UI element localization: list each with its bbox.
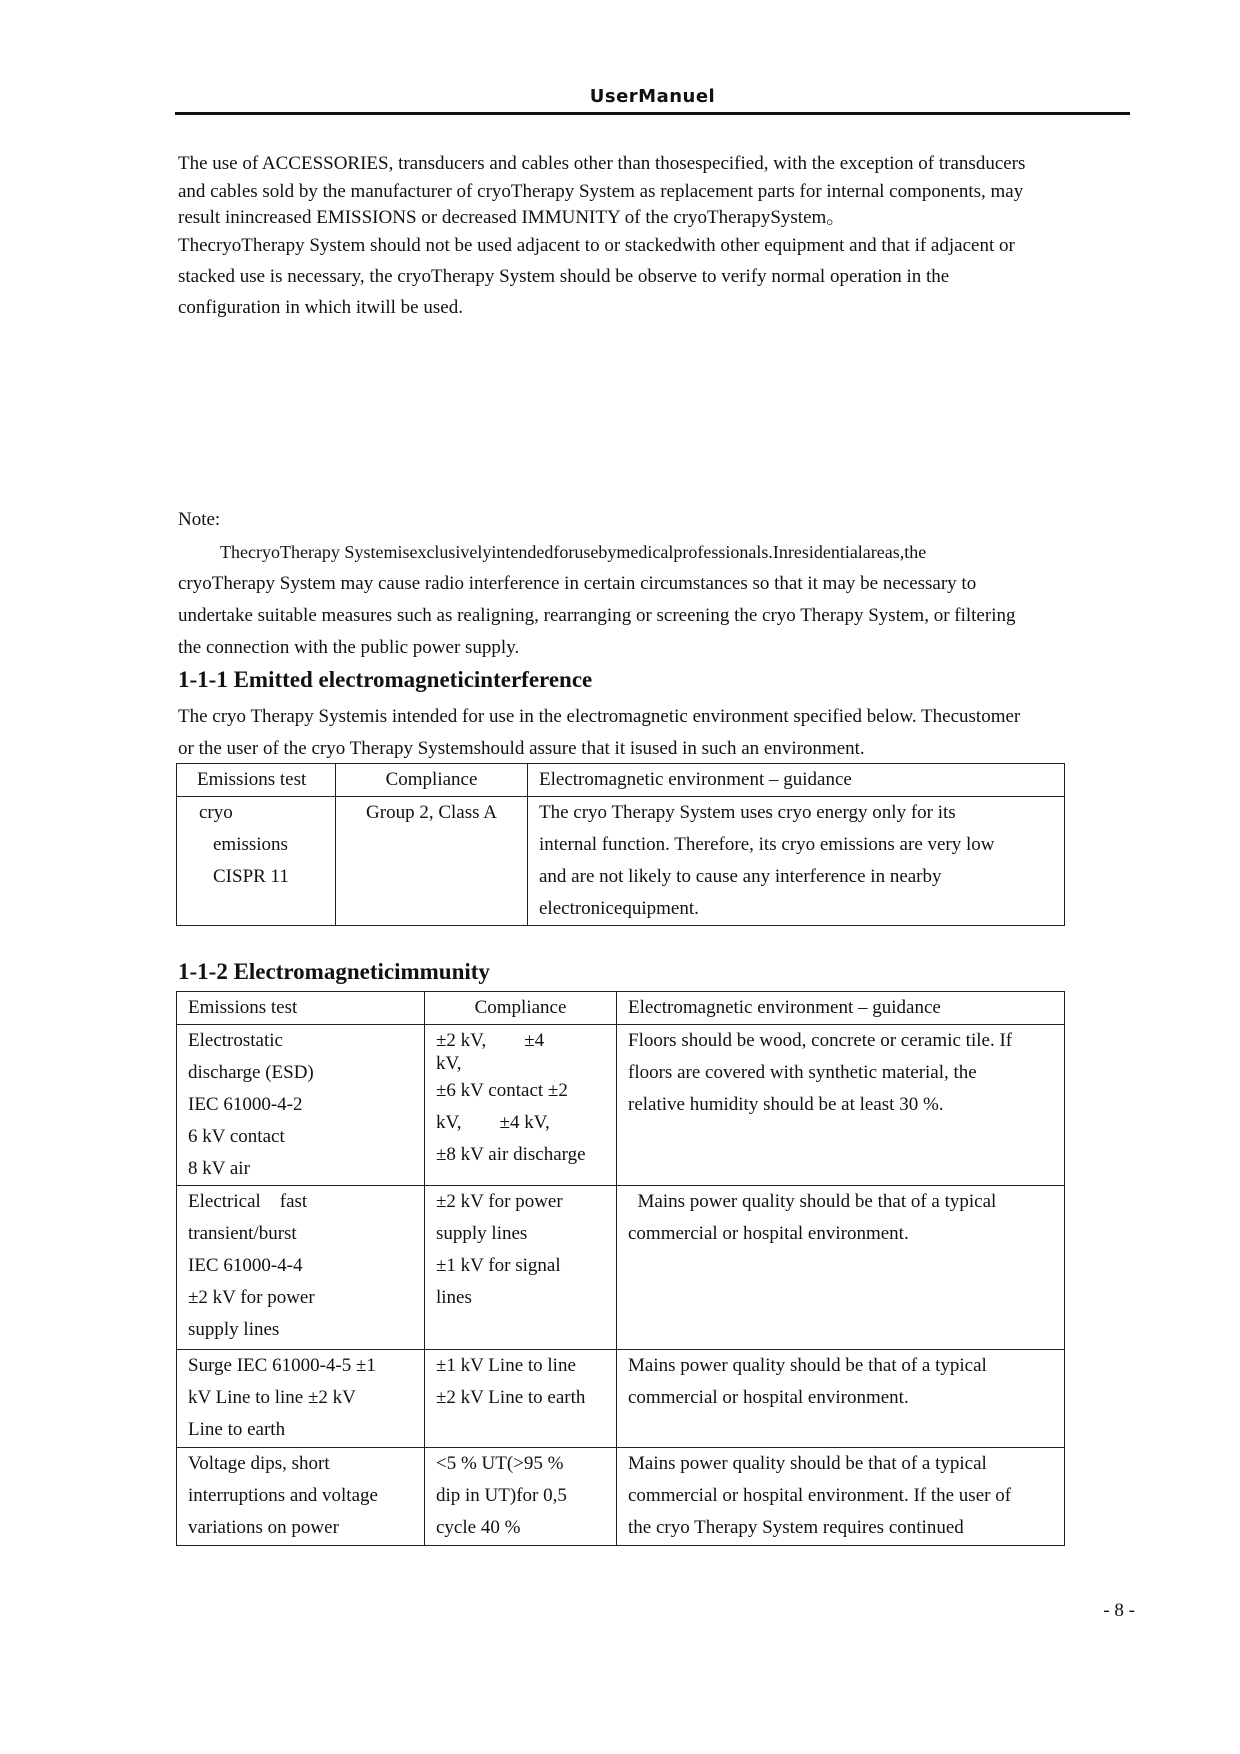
table-cell-guidance [617, 1448, 1065, 1546]
cell-line: lines [436, 1287, 472, 1308]
cell-line: cryo [199, 802, 233, 823]
cell-line: the cryo Therapy System requires continued [628, 1517, 964, 1538]
table-cell-guidance [617, 1186, 1065, 1350]
cell-line: IEC 61000-4-4 [188, 1255, 303, 1276]
table-cell-compliance [425, 1025, 617, 1186]
cell-line: kV Line to line ±2 kV [188, 1387, 356, 1408]
cell-line: commercial or hospital environment. [628, 1387, 909, 1408]
note-block [178, 504, 1015, 664]
cell-line: Surge IEC 61000-4-5 ±1 [188, 1355, 376, 1376]
page-header-title: UserManuel [589, 86, 716, 107]
table-header-cell: Emissions test [177, 764, 336, 797]
table-cell-test [177, 797, 336, 926]
cell-line: <5 % UT(>95 % [436, 1453, 564, 1474]
table-cell-test [177, 1350, 425, 1448]
table-header-cell: Electromagnetic environment – guidance [528, 764, 1065, 797]
table-cell-guidance [617, 1350, 1065, 1448]
table-row [177, 797, 1065, 926]
cell-line: Mains power quality should be that of a typical [628, 1355, 987, 1376]
section-heading-immunity: 1-1-2 Electromagneticimmunity [178, 959, 490, 984]
note-line: the connection with the public power supply. [178, 637, 520, 658]
table-row [177, 1025, 1065, 1186]
intro-paragraph [178, 148, 1025, 323]
cell-line: electronicequipment. [539, 898, 699, 919]
cell-line: dip in UT)for 0,5 [436, 1485, 567, 1506]
section1-line: or the user of the cryo Therapy Systemshould assure that it isused in such an environment. [178, 738, 865, 759]
table-header-cell: Emissions test [177, 992, 425, 1025]
intro-line: The use of ACCESSORIES, transducers and cables other than thosespecified, with the exception of transducers [178, 153, 1026, 174]
note-line: ThecryoTherapy Systemisexclusivelyintendedforusebymedicalprofessionals.Inresidentialareas,the [220, 542, 927, 562]
cell-line: ±8 kV air discharge [436, 1144, 586, 1165]
cell-line: kV, [436, 1053, 462, 1074]
cell-line: IEC 61000-4-2 [188, 1094, 303, 1115]
table-header-row [177, 764, 1065, 797]
cell-line: discharge (ESD) [188, 1062, 314, 1083]
table-cell-test [177, 1186, 425, 1350]
cell-line: ±1 kV for signal [436, 1255, 561, 1276]
table-row [177, 1186, 1065, 1350]
table-row [177, 1350, 1065, 1448]
cell-line: floors are covered with synthetic material, the [628, 1062, 977, 1083]
cell-line: Electrical fast [188, 1191, 308, 1212]
table-cell-guidance [528, 797, 1065, 926]
cell-line: commercial or hospital environment. [628, 1223, 909, 1244]
section-heading-emitted-interference: 1-1-1 Emitted electromagneticinterference [178, 667, 593, 692]
table-row [177, 1448, 1065, 1546]
immunity-table [176, 991, 1065, 1546]
table-header-row [177, 992, 1065, 1025]
cell-line: Mains power quality should be that of a typical [628, 1453, 987, 1474]
cell-line: CISPR 11 [213, 866, 289, 887]
table-cell-compliance [425, 1448, 617, 1546]
intro-line: configuration in which itwill be used. [178, 297, 463, 318]
note-line: undertake suitable measures such as realigning, rearranging or screening the cryo Therapy System, or filtering [178, 605, 1016, 626]
intro-line: ThecryoTherapy System should not be used adjacent to or stackedwith other equipment and that if adjacent or [178, 235, 1015, 256]
table-cell-test [177, 1025, 425, 1186]
table-cell-compliance [425, 1350, 617, 1448]
table-header-cell: Compliance [336, 764, 528, 797]
intro-line: and cables sold by the manufacturer of cryoTherapy System as replacement parts for internal components, may [178, 181, 1024, 202]
emissions-table [176, 763, 1065, 926]
section1-intro [178, 701, 1020, 765]
table-cell-test [177, 1448, 425, 1546]
cell-line: Voltage dips, short [188, 1453, 330, 1474]
cell-line: ±2 kV for power [436, 1191, 563, 1212]
cell-line: ±2 kV, ±4 [436, 1030, 545, 1051]
table-header-cell: Compliance [425, 992, 617, 1025]
section1-line: The cryo Therapy Systemis intended for use in the electromagnetic environment specified below. Thecustomer [178, 706, 1021, 727]
cell-line: internal function. Therefore, its cryo emissions are very low [539, 834, 995, 855]
cell-line: and are not likely to cause any interference in nearby [539, 866, 942, 887]
cell-line: Electrostatic [188, 1030, 283, 1051]
cell-line: emissions [213, 834, 288, 855]
cell-line: relative humidity should be at least 30 %. [628, 1094, 944, 1115]
cell-line: supply lines [188, 1319, 280, 1340]
cell-line: commercial or hospital environment. If the user of [628, 1485, 1012, 1506]
cell-line: ±2 kV Line to earth [436, 1387, 586, 1408]
table-cell-guidance [617, 1025, 1065, 1186]
intro-line: result inincreased EMISSIONS or decreased IMMUNITY of the cryoTherapySystem。 [178, 207, 846, 228]
cell-line: Floors should be wood, concrete or ceramic tile. If [628, 1030, 1013, 1051]
cell-line: interruptions and voltage [188, 1485, 378, 1506]
cell-line: The cryo Therapy System uses cryo energy only for its [539, 802, 956, 823]
intro-line: stacked use is necessary, the cryoTherapy System should be observe to verify normal operation in the [178, 266, 950, 287]
table-cell-compliance [425, 1186, 617, 1350]
cell-line: ±1 kV Line to line [436, 1355, 576, 1376]
cell-line: Line to earth [188, 1419, 286, 1440]
cell-line: ±2 kV for power [188, 1287, 315, 1308]
cell-line: 8 kV air [188, 1158, 250, 1179]
page-number: - 8 - [1103, 1600, 1135, 1621]
cell-line: transient/burst [188, 1223, 297, 1244]
header-rule [175, 112, 1130, 115]
cell-line: variations on power [188, 1517, 339, 1538]
cell-line: Mains power quality should be that of a typical [628, 1191, 997, 1212]
cell-line: supply lines [436, 1223, 528, 1244]
cell-line: kV, ±4 kV, [436, 1112, 550, 1133]
cell-line: 6 kV contact [188, 1126, 285, 1147]
table-cell-compliance: Group 2, Class A [336, 797, 528, 926]
note-line: cryoTherapy System may cause radio interference in certain circumstances so that it may be necessary to [178, 573, 977, 594]
cell-line: cycle 40 % [436, 1517, 521, 1538]
table-header-cell: Electromagnetic environment – guidance [617, 992, 1065, 1025]
note-label: Note: [178, 509, 221, 530]
cell-line: ±6 kV contact ±2 [436, 1080, 568, 1101]
